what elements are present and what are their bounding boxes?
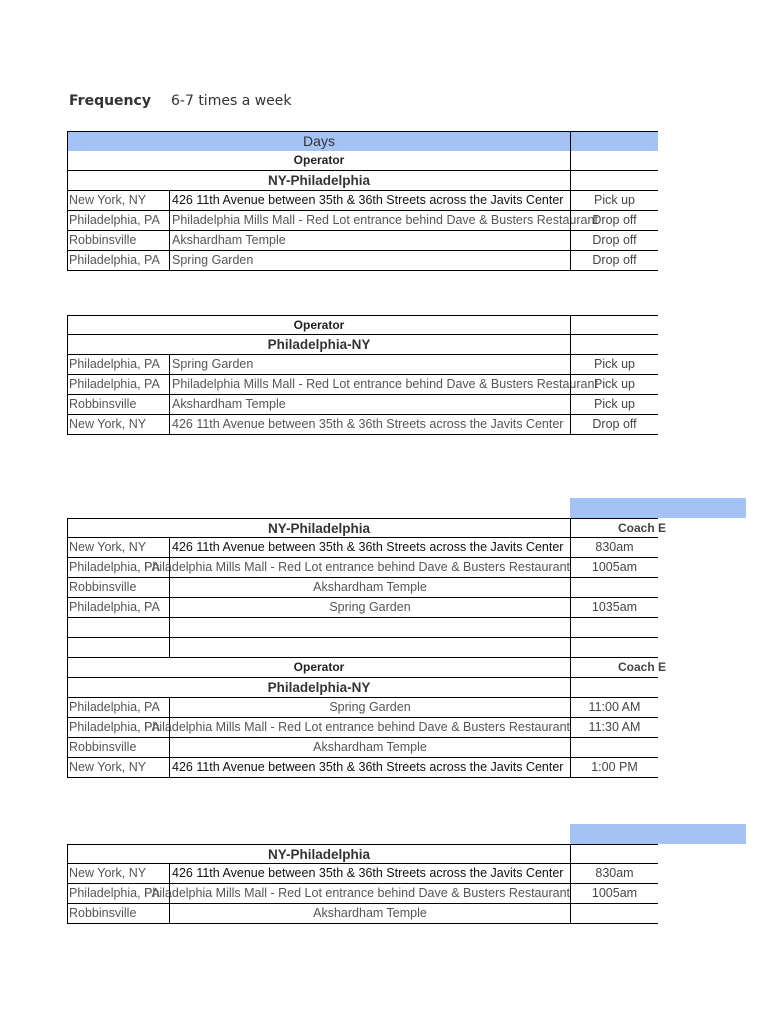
- timed-schedule-table: [67, 518, 667, 778]
- frequency-label: Frequency: [69, 93, 151, 109]
- stop-city: Robbinsville: [67, 738, 169, 757]
- stop-time: 1005am: [570, 558, 658, 577]
- stop-city: Robbinsville: [67, 904, 169, 923]
- route-title: NY-Philadelphia: [67, 845, 570, 864]
- stop-city: Philadelphia, PA: [67, 375, 169, 394]
- stop-address: Spring Garden: [169, 251, 570, 270]
- stop-time: 830am: [570, 864, 658, 883]
- stop-action: Pick up: [570, 355, 658, 374]
- schedule-table-philadelphia-ny: [67, 315, 658, 435]
- table-row: [67, 558, 658, 578]
- stop-city: New York, NY: [67, 758, 169, 777]
- route-title: NY-Philadelphia: [67, 519, 570, 538]
- stop-address: Philadelphia Mills Mall - Red Lot entrance behind Dave & Busters Restaurant: [169, 718, 570, 737]
- operator-label: Operator: [67, 151, 570, 170]
- operator-label: Operator: [67, 316, 570, 335]
- timed-schedule-table-2: [67, 844, 658, 924]
- stop-time: 11:00 AM: [570, 698, 658, 717]
- schedule-table-ny-philadelphia: [67, 131, 658, 271]
- route-row: [67, 844, 658, 864]
- route-extra: [570, 845, 658, 864]
- stop-city: Robbinsville: [67, 231, 169, 250]
- table-row: [67, 211, 658, 231]
- stop-action: Drop off: [570, 231, 658, 250]
- stop-city: Philadelphia, PA: [67, 558, 169, 577]
- table-row: [67, 884, 658, 904]
- table-row: [67, 698, 658, 718]
- stop-address: Akshardham Temple: [169, 231, 570, 250]
- operator-row: [67, 658, 667, 678]
- stop-action: Pick up: [570, 191, 658, 210]
- operator-extra: [570, 151, 658, 170]
- operator-row: [67, 315, 658, 335]
- stop-action: Pick up: [570, 395, 658, 414]
- stop-address: Philadelphia Mills Mall - Red Lot entrance behind Dave & Busters Restaurant: [169, 211, 570, 230]
- empty-row: [67, 638, 658, 658]
- operator-extra: [570, 316, 658, 335]
- route-row: [67, 335, 658, 355]
- stop-city: New York, NY: [67, 191, 169, 210]
- table-row: [67, 355, 658, 375]
- stop-address: Spring Garden: [169, 598, 570, 617]
- stop-action: Pick up: [570, 375, 658, 394]
- stop-time: 1035am: [570, 598, 658, 617]
- stop-time: [570, 578, 658, 597]
- coach-label: Coach E: [570, 519, 658, 538]
- table-row: [67, 231, 658, 251]
- stop-city: New York, NY: [67, 864, 169, 883]
- stop-city: Robbinsville: [67, 395, 169, 414]
- stop-address: 426 11th Avenue between 35th & 36th Streets across the Javits Center: [169, 191, 570, 210]
- route-row: [67, 171, 658, 191]
- stop-address: Philadelphia Mills Mall - Red Lot entrance behind Dave & Busters Restaurant: [169, 375, 570, 394]
- table-row: [67, 395, 658, 415]
- operator-row: [67, 151, 658, 171]
- days-header-row: [67, 131, 658, 151]
- header-band: [570, 498, 746, 518]
- stop-city: New York, NY: [67, 415, 169, 434]
- stop-action: Drop off: [570, 415, 658, 434]
- table-row: [67, 191, 658, 211]
- operator-label: Operator: [67, 658, 570, 677]
- route-row: [67, 678, 658, 698]
- route-title: NY-Philadelphia: [67, 171, 570, 190]
- table-row: [67, 375, 658, 395]
- empty-cell: [169, 618, 570, 637]
- table-row: [67, 538, 658, 558]
- stop-city: Robbinsville: [67, 578, 169, 597]
- stop-city: Philadelphia, PA: [67, 211, 169, 230]
- table-row: [67, 718, 658, 738]
- stop-address: Akshardham Temple: [169, 904, 570, 923]
- days-header-extra: [570, 132, 658, 151]
- stop-time: 11:30 AM: [570, 718, 658, 737]
- table-row: [67, 864, 658, 884]
- stop-address: 426 11th Avenue between 35th & 36th Streets across the Javits Center: [169, 864, 570, 883]
- stop-address: 426 11th Avenue between 35th & 36th Streets across the Javits Center: [169, 415, 570, 434]
- stop-address: 426 11th Avenue between 35th & 36th Streets across the Javits Center: [169, 538, 570, 557]
- stop-city: Philadelphia, PA: [67, 698, 169, 717]
- table-row: [67, 578, 658, 598]
- empty-cell: [67, 638, 169, 657]
- days-header: Days: [67, 132, 570, 151]
- stop-address: Philadelphia Mills Mall - Red Lot entrance behind Dave & Busters Restaurant: [169, 884, 570, 903]
- empty-cell: [67, 618, 169, 637]
- stop-city: Philadelphia, PA: [67, 251, 169, 270]
- table-row: [67, 738, 658, 758]
- route-title: Philadelphia-NY: [67, 678, 570, 697]
- stop-address: Akshardham Temple: [169, 395, 570, 414]
- stop-time: [570, 904, 658, 923]
- stop-address: Spring Garden: [169, 698, 570, 717]
- table-row: [67, 415, 658, 435]
- route-extra: [570, 335, 658, 354]
- frequency-value: 6-7 times a week: [171, 93, 292, 109]
- stop-city: Philadelphia, PA: [67, 598, 169, 617]
- stop-address: Akshardham Temple: [169, 738, 570, 757]
- header-band: [570, 824, 746, 844]
- stop-address: 426 11th Avenue between 35th & 36th Streets across the Javits Center: [169, 758, 570, 777]
- empty-cell: [570, 618, 658, 637]
- stop-time: 830am: [570, 538, 658, 557]
- stop-action: Drop off: [570, 251, 658, 270]
- empty-cell: [570, 638, 658, 657]
- table-row: [67, 598, 658, 618]
- empty-row: [67, 618, 658, 638]
- stop-address: Akshardham Temple: [169, 578, 570, 597]
- table-row: [67, 251, 658, 271]
- empty-cell: [169, 638, 570, 657]
- stop-city: Philadelphia, PA: [67, 355, 169, 374]
- table-row: [67, 758, 658, 778]
- stop-city: Philadelphia, PA: [67, 884, 169, 903]
- stop-address: Philadelphia Mills Mall - Red Lot entrance behind Dave & Busters Restaurant: [169, 558, 570, 577]
- table-row: [67, 904, 658, 924]
- stop-city: New York, NY: [67, 538, 169, 557]
- route-extra: [570, 171, 658, 190]
- route-row: [67, 518, 667, 538]
- route-title: Philadelphia-NY: [67, 335, 570, 354]
- stop-time: [570, 738, 658, 757]
- stop-address: Spring Garden: [169, 355, 570, 374]
- stop-time: 1:00 PM: [570, 758, 658, 777]
- coach-label: Coach E: [570, 658, 658, 677]
- stop-action: Drop off: [570, 211, 658, 230]
- stop-time: 1005am: [570, 884, 658, 903]
- stop-city: Philadelphia, PA: [67, 718, 169, 737]
- route-extra: [570, 678, 658, 697]
